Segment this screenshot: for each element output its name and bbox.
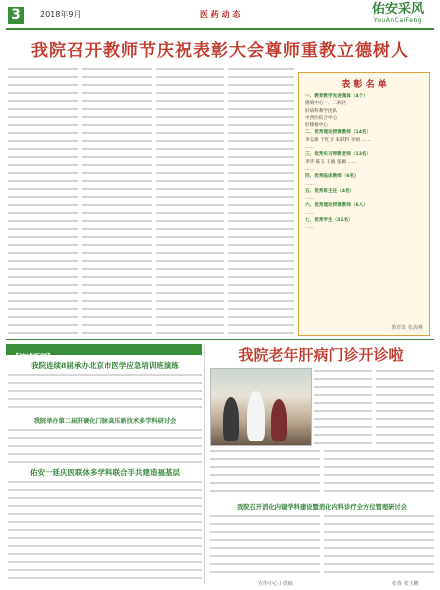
honor-category: 三、优秀实习带教老师（13名） xyxy=(305,152,372,158)
issue-date: 2018年9月 xyxy=(40,10,82,19)
feature-body-col-a xyxy=(314,368,372,444)
honor-category: 七、优秀学生（31名） xyxy=(305,218,353,224)
page-number: 3 xyxy=(8,7,24,24)
honor-entry: 中西医结合中心 xyxy=(305,115,338,121)
honor-list-signature: 教育处 张海燕 xyxy=(391,325,423,331)
news-body-4b xyxy=(324,513,434,573)
news-headline-4: 我院召开消化内镜学科建设暨消化内科诊疗全方位管理研讨会 xyxy=(236,504,407,511)
news-body-1 xyxy=(8,372,202,412)
honor-entry: 李志新 于红卫 朱跃科 李炳 …… xyxy=(305,137,371,143)
honor-category: 六、优秀理论授课教师（6人） xyxy=(305,203,368,209)
section-divider xyxy=(6,339,434,340)
honor-entry: …… xyxy=(305,225,315,231)
section-title: 医 药 动 态 xyxy=(200,10,241,19)
news-headline-1: 我院连续8届承办北京市医学应急培训班演练 xyxy=(31,361,179,370)
masthead-logo xyxy=(362,3,434,24)
feature-headline: 我院老年肝病门诊开诊啦 xyxy=(238,346,404,364)
honor-entry: …… xyxy=(305,196,315,202)
feature-body-lower-2 xyxy=(324,448,434,498)
honor-entry: …… xyxy=(305,181,315,187)
clinic-photo xyxy=(210,368,312,446)
byline-right: 张春 张玉鹏 xyxy=(392,581,419,587)
person-figure xyxy=(247,391,265,441)
honor-list-box xyxy=(298,72,430,336)
honor-entry: 肝病科教学团队 xyxy=(305,108,338,114)
byline-mid: 宣传中心 / 供稿 xyxy=(258,581,293,587)
feature-body-col-b xyxy=(376,368,434,444)
honor-category: 一、教育教学先进集体（4个） xyxy=(305,94,368,99)
header-rule xyxy=(6,28,434,30)
honor-entry: 李华 陈玉 王敏 张颖 …… xyxy=(305,159,357,165)
article-column-2 xyxy=(82,66,152,334)
honor-entry: 肝移植中心 xyxy=(305,123,328,129)
honor-list-rows xyxy=(299,90,429,235)
honor-list-title: 表 彰 名 单 xyxy=(341,80,387,90)
column-divider xyxy=(204,344,205,584)
news-section-label: 【综述新闻】 xyxy=(12,353,54,361)
news-section-bar xyxy=(6,344,202,361)
honor-category: 四、优秀临床教师（6名） xyxy=(305,174,359,180)
honor-entry: …… xyxy=(305,166,315,172)
logo-chinese: 佑安采风 xyxy=(371,2,424,17)
feature-body-lower-1 xyxy=(210,448,320,498)
honor-entry: …… xyxy=(305,145,315,151)
article-column-4 xyxy=(228,66,294,334)
person-figure xyxy=(223,397,239,441)
honor-category: 五、优秀班主任（4名） xyxy=(305,188,355,194)
article-column-1 xyxy=(8,66,78,334)
news-body-2 xyxy=(8,427,202,463)
honor-category: 二、优秀理论授课教师（14名） xyxy=(305,130,372,136)
honor-entry: 感染中心一、二病区 xyxy=(305,101,347,107)
honor-entry: …… xyxy=(305,210,315,216)
news-headline-3: 佑安一延庆医联体多学科联合手共建造福基层 xyxy=(30,468,180,477)
article-column-3 xyxy=(156,66,224,334)
person-figure xyxy=(271,399,287,441)
news-body-4 xyxy=(210,513,320,579)
logo-english: YouAnCaiFeng xyxy=(373,17,423,24)
news-body-3 xyxy=(8,479,202,579)
news-headline-2: 我院举办第二届肝硬化门脉高压新技术多学科研讨会 xyxy=(33,418,177,425)
main-headline: 我院召开教师节庆祝表彰大会尊师重教立德树人 xyxy=(31,41,409,61)
